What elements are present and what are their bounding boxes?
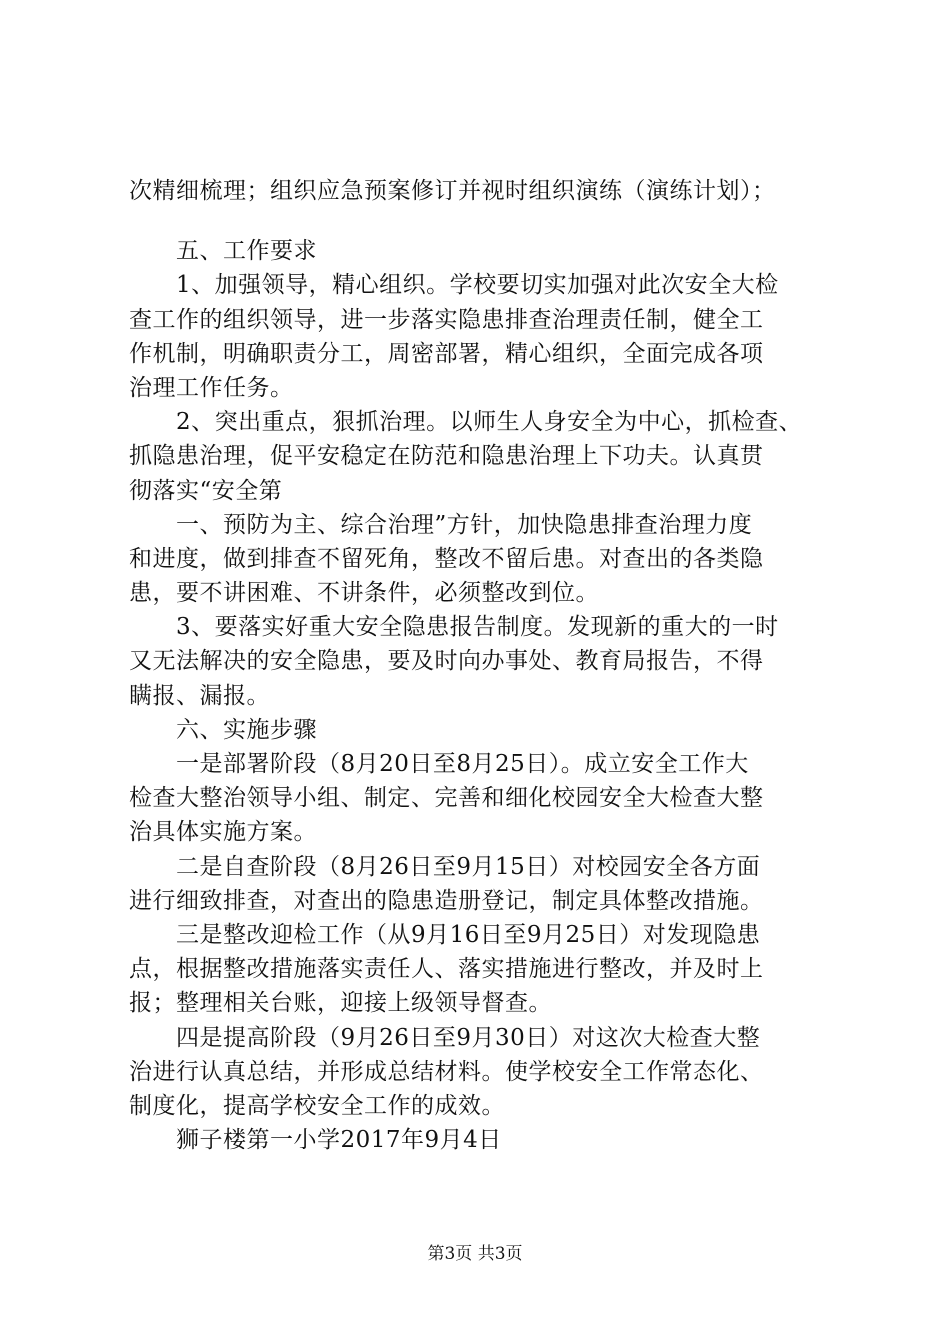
paragraph-line: 一是部署阶段（8月20日至8月25日）。成立安全工作大 — [129, 751, 749, 777]
signature-line: 狮子楼第一小学2017年9月4日 — [129, 1127, 502, 1154]
paragraph-line: 3、要落实好重大安全隐患报告制度。发现新的重大的一时 — [129, 614, 779, 641]
paragraph-line: 次精细梳理；组织应急预案修订并视时组织演练（演练计划）； — [129, 178, 776, 204]
document-body — [129, 174, 834, 1157]
paragraph-line: 检查大整治领导小组、制定、完善和细化校园安全大检查大整 — [129, 785, 764, 812]
paragraph-line: 报；整理相关台账，迎接上级领导督查。 — [129, 990, 552, 1017]
paragraph-line: 1、加强领导，精心组织。学校要切实加强对此次安全大检 — [129, 272, 779, 299]
section-heading: 五、工作要求 — [129, 238, 317, 265]
paragraph-line: 制度化，提高学校安全工作的成效。 — [129, 1092, 505, 1119]
paragraph-line: 治理工作任务。 — [129, 374, 294, 401]
page-number-footer: 第3页 共3页 — [427, 1244, 523, 1264]
paragraph-line: 查工作的组织领导，进一步落实隐患排查治理责任制，健全工 — [129, 306, 764, 333]
paragraph-line: 彻落实“安全第 — [129, 477, 283, 504]
paragraph-line: 一、预防为主、综合治理”方针，加快隐患排查治理力度 — [129, 511, 753, 538]
paragraph-line: 作机制，明确职责分工，周密部署，精心组织，全面完成各项 — [129, 340, 764, 367]
paragraph-line: 瞒报、漏报。 — [129, 682, 270, 709]
paragraph-line: 和进度，做到排查不留死角，整改不留后患。对查出的各类隐 — [129, 545, 764, 572]
paragraph-line: 四是提高阶段（9月26日至9月30日）对这次大检查大整 — [129, 1024, 761, 1051]
paragraph-line: 患，要不讲困难、不讲条件，必须整改到位。 — [129, 580, 599, 607]
paragraph-line: 又无法解决的安全隐患，要及时向办事处、教育局报告，不得 — [129, 648, 764, 675]
paragraph-line: 点，根据整改措施落实责任人、落实措施进行整改，并及时上 — [129, 956, 764, 983]
paragraph-line: 二是自查阶段（8月26日至9月15日）对校园安全各方面 — [129, 853, 761, 880]
paragraph-line: 治进行认真总结，并形成总结材料。使学校安全工作常态化、 — [129, 1058, 764, 1085]
paragraph-line: 进行细致排查，对查出的隐患造册登记，制定具体整改措施。 — [129, 887, 764, 914]
section-heading: 六、实施步骤 — [129, 716, 317, 743]
paragraph-gap — [129, 208, 834, 234]
paragraph-line: 三是整改迎检工作（从9月16日至9月25日）对发现隐患 — [129, 921, 761, 948]
paragraph-line: 2、突出重点，狠抓治理。以师生人身安全为中心，抓检查、 — [129, 409, 803, 436]
paragraph-line: 抓隐患治理，促平安稳定在防范和隐患治理上下功夫。认真贯 — [129, 443, 764, 470]
paragraph-line: 治具体实施方案。 — [129, 819, 317, 846]
